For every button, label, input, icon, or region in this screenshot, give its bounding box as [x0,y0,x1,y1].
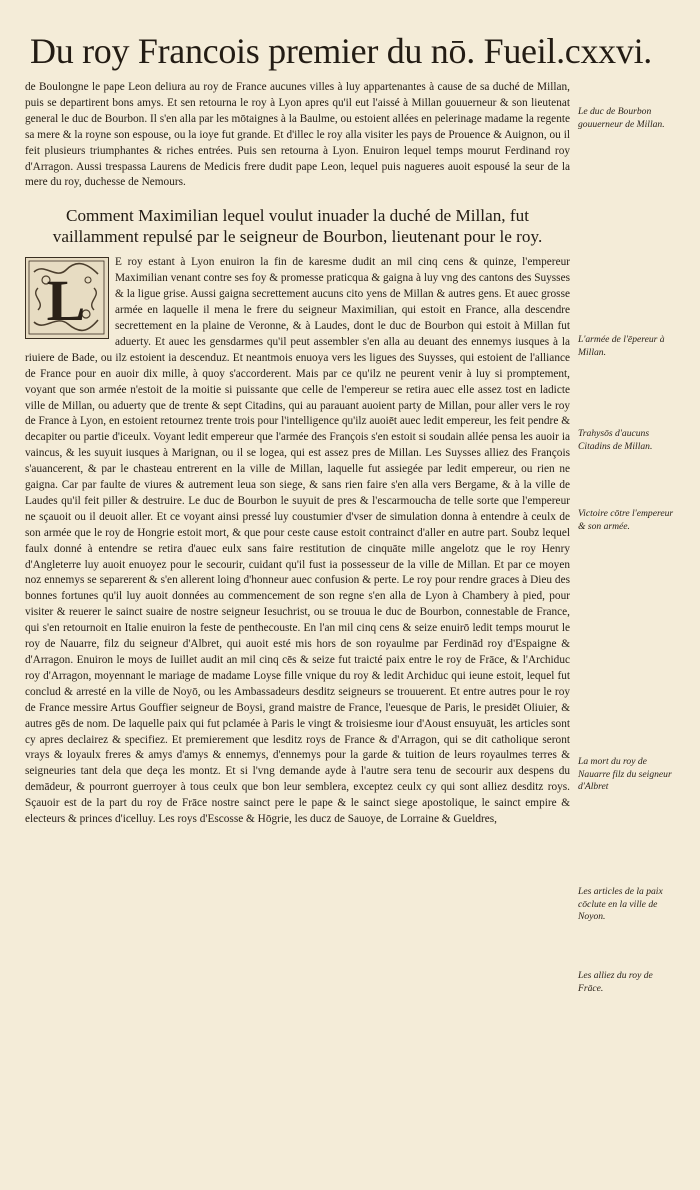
margin-note-6: Les articles de la paix cōclute en la ville de Noyon. [578,886,663,922]
paragraph-2: E roy estant à Lyon enuiron la fin de karesme dudit an mil cinq cens & quinze, l'empereur Maximilian venant contre ses foy & promesse praticqua & gaigna à luy vng des cantons des Suysses & la ligue grise. Aussi gaigna secrettement aucuns cito yens de Millan & autres gens. Et auec grosse armée en laquelle il mena le frere du seigneur Maximilian, qui estoit en France, alla descendre secrettement en la plaine de Veronne, & à Laudes, dont le duc de Bourbon qui estoit à Millan fut aduerty. Et auec les gensdarmes qu'il peut assembler s'en alla au deuant des ennemys iusques à la riuiere de Bade, ou ilz estoient ia descenduz. Et neantmois enuoya vers les ligues des Suysses, qui estoient de l'alliance de France pour en auoir dix mille, à quoy s'accorderent. Mais par ce qu'ilz ne peurent venir à luy si promptement, voyant que son armée n'estoit de la moitie si puissante que celle de l'empereur se retira auec elle assez tost en ladicte ville de Millan, ou aduerty que de trente & sept Citadins, qui au parauant auoient party de Millan, pour aller vers le roy de France à Lyon, en estoient retournez trente trois pour l'intelligence qu'ilz auoiēt auec ledit empereur, les feit pendre & decapiter ou partie d'iceulx. Voyant ledit empereur que l'armée des François s'en estoit si soudain allée pensa les auoir ia vaincus, & les suyuit iusques à Marignan, ou il se logea, qui est assez pres de Millan. Les Suysses alliez des François s'auancerent, & par le chasteau entrerent en la ville de Millan, laquelle fut assiegée par ledit empereur, ou rien ne gaigna. Car par faulte de viures & autrement leua son siege, & sans rien faire s'en alla vers Bergame, & à la ville de Laudes qu'il feit piller & destruire. Le duc de Bourbon le suyuit de pres & l'escarmoucha de telle sorte que l'empereur ne sçauoit ou il deuoit aller. Et ce voyant ainsi pressé luy coustumier d'vser de simulation donna à entendre à ceulx de son armée que le roy de Hongrie estoit mort, & que pour ceste cause estoit contrainct d'aller en autre part. Soubz lequel faulx donné à entendre se retira d'auec eulx sans faire restitution de cinquāte mille angelotz que le roy Henry d'Angleterre luy auoit enuoyez pour le secourir, cuidant qu'il fust ia possesseur de la ville de Millan. Et par ce moyen noz ennemys se separerent & s'en allerent loing d'honneur auec confusion & perte. Le roy pour rendre graces à Dieu des bonnes fortunes qu'il luy auoit données au commencement de son regne s'en alla de Lyon à Chambery à pied, pour visiter & reuerer le sainct suaire de nostre seigneur Iesuchrist, ou se trouua le duc de Bourbon, connestable de France, qui s'en retournoit en Italie enuiron la feste de penthecouste. En l'an mil cinq cens & seize enuirō ledit temps mourut le roy de Nauarre, filz du seigneur d'Albret, qui auoit esté mis hors de son royaulme par Ferdinād roy d'Espaigne & d'Arragon. Enuiron le moys de Iuillet audit an mil cinq cēs & seize fut traicté paix entre le roy de Frāce, & l'Archiduc roy d'Arragon, moyennant le mariage de madame Loyse fille vnique du roy & ledit Archiduc qui ieune estoit, lequel fut conclud & arresté en la ville de Noyō, ou les Ambassadeurs desditz seigneurs se trouuerent. Et entre autres pour le roy de France messire Artus Gouffier seigneur de Boysi, grand maistre de France, l'euesque de Paris, le presidēt Oliuier, & autres gēs de nom. De laquelle paix qui fut pclamée à Paris le vingt & troisiesme iour d'Aoust ensuyuāt, les articles sont cy apres declairez & specifiez. Et premierement que lesditz roys de France & d'Arragon, qui se dit catholique seront vrays & loyaulx freres & amys d'amys & ennemys, d'ennemys pour la garde & tuition de leurs royaulmes terres & seigneuries tant dela que deça les montz. Et si l'vng demande ayde à l'autre sera tenu de secourir aux despens du demādeur, & pourront guerroyer à tous ceulx que bon leur semblera, exceptez ceulx cy qui sont alliez desditz roys. Sçauoir est de la part du roy de Frāce nostre sainct pere le pape & le sainct siege apostolique, le sainct empire & electeurs & princes d'icelluy. Les roys d'Escosse & Hōgrie, les ducz de Sauoye, de Lorraine & Gueldres, [25,256,570,826]
initial-letter: L [46,268,86,334]
paragraph-1: de Boulongne le pape Leon deliura au roy de France aucunes villes à luy appartenantes à cause de sa duché de Millan, puis se departirent bons amys. Et sen retourna le roy à Lyon apres qu'il eut l'aissé à Millan gouuerneur & son lieutenat general le duc de Bourbon. Il s'en alla par les mōtaignes à la Baulme, ou estoient allées en pelerinage madame la regente sa mere & la royne son espouse, ou la ioye fut grande. Et d'illec le roy alla visiter les pays de Prouence & Auignon, ou il feit plusieurs triumphantes & riches entrées. Puis sen retourna à Lyon. Enuiron lequel temps mourut Ferdinand roy d'Arragon. Aussi trespassa Laurens de Medicis frere dudit pape Leon, lequel puis nagueres auoit espousé la seur de la mere du roy, duchesse de Nemours. [25,81,570,189]
decorated-initial-ornament-icon [26,258,107,337]
running-header: Du roy Francois premier du nō. Fueil.cxxvi. [30,31,652,71]
chapter-heading: Comment Maximilian lequel voulut inuader la duché de Millan, fut vaillamment repulsé par le seigneur de Bourbon, lieutenant pour le roy. [52,206,543,247]
margin-note-5: La mort du roy de Nauarre filz du seigneur d'Albret [578,756,672,792]
decorated-initial [25,257,109,339]
margin-note-3: Trahysōs d'aucuns Citadins de Millan. [578,428,653,452]
margin-note-4: Victoire cōtre l'empereur & son armée. [578,508,674,532]
margin-note-2: L'armée de l'ēpereur à Millan. [578,334,665,358]
margin-note-7: Les alliez du roy de Frāce. [578,970,653,994]
margin-note-1: Le duc de Bourbon gouuerneur de Millan. [578,106,665,130]
main-text-column [25,80,570,828]
